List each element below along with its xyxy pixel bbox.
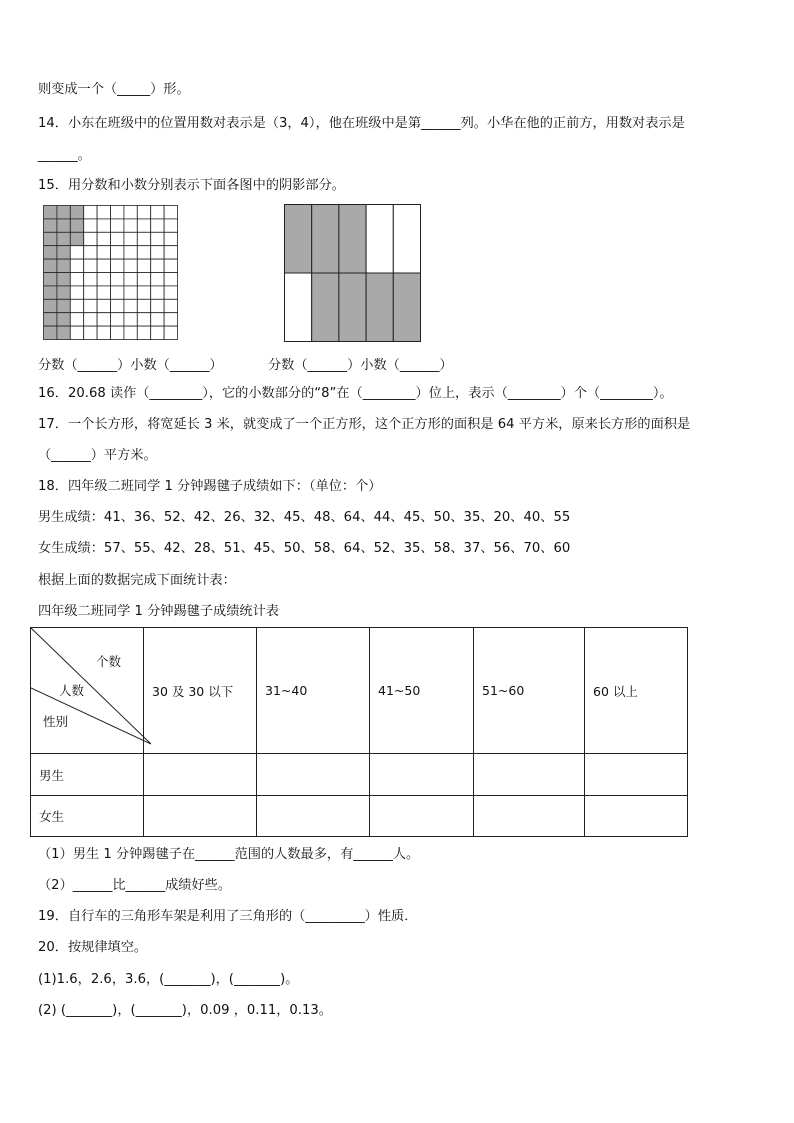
shaded-cell: [44, 286, 57, 299]
grid-cell: [97, 232, 110, 245]
grid-cell: [84, 326, 97, 339]
grid-cell: [124, 326, 137, 339]
grid-cell: [111, 219, 124, 232]
shaded-cell: [57, 299, 70, 312]
shaded-cell: [70, 206, 83, 219]
grid-cell: [124, 206, 137, 219]
shaded-cell: [57, 313, 70, 326]
table-title: 四年级二班同学 1 分钟踢毽子成绩统计表: [38, 604, 279, 619]
grid-cell: [111, 206, 124, 219]
table-row-boys: [31, 754, 688, 796]
q18-sub1: （1）男生 1 分钟踢毽子在______范围的人数最多，有______人。: [38, 847, 420, 862]
shaded-cell: [57, 232, 70, 245]
strip-svg: [284, 204, 421, 342]
shaded-strip: [339, 273, 366, 342]
blank-cell: [257, 754, 370, 796]
shaded-cell: [44, 232, 57, 245]
grid-cell: [70, 313, 83, 326]
grid-cell: [137, 219, 150, 232]
blank-cell: [585, 796, 688, 837]
grid-cell: [137, 313, 150, 326]
grid-cell: [124, 259, 137, 272]
grid-cell: [137, 286, 150, 299]
blank-cell: [257, 796, 370, 837]
shaded-cell: [57, 326, 70, 339]
q18-sub2: （2）______比______成绩好些。: [38, 878, 232, 893]
grid-cell: [151, 286, 164, 299]
q17-line1: 17．一个长方形，将宽延长 3 米，就变成了一个正方形，这个正方形的面积是 64 平方米，原来长方形的面积是: [38, 417, 691, 432]
grid-cell: [84, 313, 97, 326]
shaded-cell: [57, 246, 70, 259]
grid-cell: [151, 273, 164, 286]
blank-cell: [585, 754, 688, 796]
grid-cell: [164, 219, 177, 232]
header-cell: 51~60: [474, 628, 585, 754]
grid-cell: [97, 299, 110, 312]
corner-label-count: 个数: [96, 654, 122, 669]
q20-part2: (2) (_______)，(_______)，0.09 ，0.11，0.13。: [38, 1003, 332, 1018]
grid-cell: [70, 246, 83, 259]
grid-cell: [124, 299, 137, 312]
grid-cell: [151, 206, 164, 219]
q16-text: 16．20.68 读作（________），它的小数部分的“8”在（________）位上，表示（________）个（________）。: [38, 386, 673, 401]
grid-cell: [164, 299, 177, 312]
shaded-cell: [44, 259, 57, 272]
q19-text: 19．自行车的三角形车架是利用了三角形的（_________）性质．: [38, 909, 418, 924]
strip: [285, 273, 312, 342]
shaded-cell: [57, 286, 70, 299]
grid-cell: [124, 273, 137, 286]
grid-cell: [137, 273, 150, 286]
grid-cell: [70, 273, 83, 286]
blank-cell: [370, 796, 474, 837]
grid-cell: [164, 286, 177, 299]
shaded-cell: [44, 326, 57, 339]
grid-cell: [111, 246, 124, 259]
shaded-cell: [57, 273, 70, 286]
grid-cell: [111, 273, 124, 286]
girls-scores: 女生成绩：57、55、42、28、51、45、50、58、64、52、35、58、37、56、70、60: [38, 541, 571, 556]
grid-cell: [164, 326, 177, 339]
grid-cell: [111, 299, 124, 312]
blank-cell: [144, 754, 257, 796]
corner-cell: [31, 628, 144, 754]
shaded-cell: [57, 259, 70, 272]
grid-cell: [84, 232, 97, 245]
grid-cell: [151, 313, 164, 326]
strip: [366, 205, 393, 274]
corner-label-gender: 性别: [43, 714, 69, 729]
grid-cell: [164, 259, 177, 272]
q18-text: 18．四年级二班同学 1 分钟踢毽子成绩如下：（单位：个）: [38, 479, 382, 494]
grid-cell: [97, 219, 110, 232]
grid-cell: [84, 246, 97, 259]
fig1-answer-caption: 分数（______）小数（______）: [38, 358, 223, 373]
boys-scores: 男生成绩：41、36、52、42、26、32、45、48、64、44、45、50、35、20、40、55: [38, 510, 571, 525]
shaded-strip: [339, 205, 366, 274]
grid-cell: [151, 259, 164, 272]
hundred-grid-figure: [43, 205, 179, 341]
grid-cell: [124, 219, 137, 232]
strip-figure: [284, 204, 421, 342]
grid-cell: [137, 206, 150, 219]
row-label: 男生: [31, 754, 144, 796]
grid-cell: [137, 259, 150, 272]
grid-cell: [164, 273, 177, 286]
grid-cell: [111, 326, 124, 339]
blank-cell: [370, 754, 474, 796]
grid-cell: [164, 206, 177, 219]
grid-cell: [151, 232, 164, 245]
grid-cell: [124, 246, 137, 259]
grid-cell: [84, 259, 97, 272]
shaded-strip: [312, 273, 339, 342]
header-cell: 31~40: [257, 628, 370, 754]
grid-cell: [84, 299, 97, 312]
fig2-answer-caption: 分数（______）小数（______）: [268, 358, 453, 373]
grid-cell: [124, 286, 137, 299]
grid-cell: [164, 232, 177, 245]
q15-text: 15．用分数和小数分别表示下面各图中的阴影部分。: [38, 178, 345, 193]
header-cell: 60 以上: [585, 628, 688, 754]
grid-cell: [124, 232, 137, 245]
table-header-row: [31, 628, 688, 754]
grid-cell: [151, 219, 164, 232]
grid-cell: [137, 246, 150, 259]
corner-label-people: 人数: [59, 683, 85, 698]
grid-cell: [97, 273, 110, 286]
table-instruction: 根据上面的数据完成下面统计表：: [38, 573, 236, 588]
header-cell: 41~50: [370, 628, 474, 754]
grid-cell: [97, 326, 110, 339]
shaded-cell: [44, 273, 57, 286]
grid-cell: [84, 273, 97, 286]
shaded-cell: [44, 246, 57, 259]
shaded-cell: [70, 219, 83, 232]
grid-cell: [97, 259, 110, 272]
grid-cell: [111, 313, 124, 326]
grid-cell: [111, 259, 124, 272]
q17-line2: （______）平方米。: [38, 448, 157, 463]
q20-text: 20．按规律填空。: [38, 940, 148, 955]
stats-table: [30, 627, 688, 837]
blank-cell: [474, 754, 585, 796]
shaded-strip: [366, 273, 393, 342]
strip: [393, 205, 420, 274]
grid-cell: [70, 299, 83, 312]
row-label: 女生: [31, 796, 144, 837]
grid-cell: [137, 232, 150, 245]
grid-cell: [84, 286, 97, 299]
grid-cell: [111, 286, 124, 299]
q14-line1: 14．小东在班级中的位置用数对表示是（3，4），他在班级中是第______列。小华在他的正前方，用数对表示是: [38, 116, 685, 131]
grid-cell: [84, 206, 97, 219]
shaded-strip: [393, 273, 420, 342]
grid-cell: [164, 246, 177, 259]
q13-ending: 则变成一个（_____）形。: [38, 82, 190, 97]
q14-line2: ______。: [38, 148, 91, 163]
blank-cell: [474, 796, 585, 837]
shaded-cell: [57, 219, 70, 232]
grid-cell: [84, 219, 97, 232]
grid-cell: [70, 286, 83, 299]
shaded-cell: [70, 232, 83, 245]
grid-cell: [70, 259, 83, 272]
shaded-cell: [44, 219, 57, 232]
shaded-cell: [44, 313, 57, 326]
header-cell: 30 及 30 以下: [144, 628, 257, 754]
grid-cell: [151, 299, 164, 312]
shaded-strip: [312, 205, 339, 274]
blank-cell: [144, 796, 257, 837]
shaded-cell: [44, 299, 57, 312]
shaded-cell: [57, 206, 70, 219]
grid-cell: [164, 313, 177, 326]
grid-cell: [97, 246, 110, 259]
grid-cell: [151, 246, 164, 259]
grid-cell: [97, 313, 110, 326]
grid-cell: [137, 326, 150, 339]
grid-cell: [70, 326, 83, 339]
grid-cell: [124, 313, 137, 326]
shaded-strip: [285, 205, 312, 274]
grid-cell: [97, 286, 110, 299]
grid-cell: [151, 326, 164, 339]
table-row-girls: [31, 796, 688, 837]
grid-cell: [111, 232, 124, 245]
q20-part1: (1)1.6，2.6，3.6，(_______)，(_______)。: [38, 972, 299, 987]
grid-cell: [97, 206, 110, 219]
hundred-grid-svg: [43, 205, 179, 341]
shaded-cell: [44, 206, 57, 219]
grid-cell: [137, 299, 150, 312]
corner-diagonals: [31, 628, 151, 754]
